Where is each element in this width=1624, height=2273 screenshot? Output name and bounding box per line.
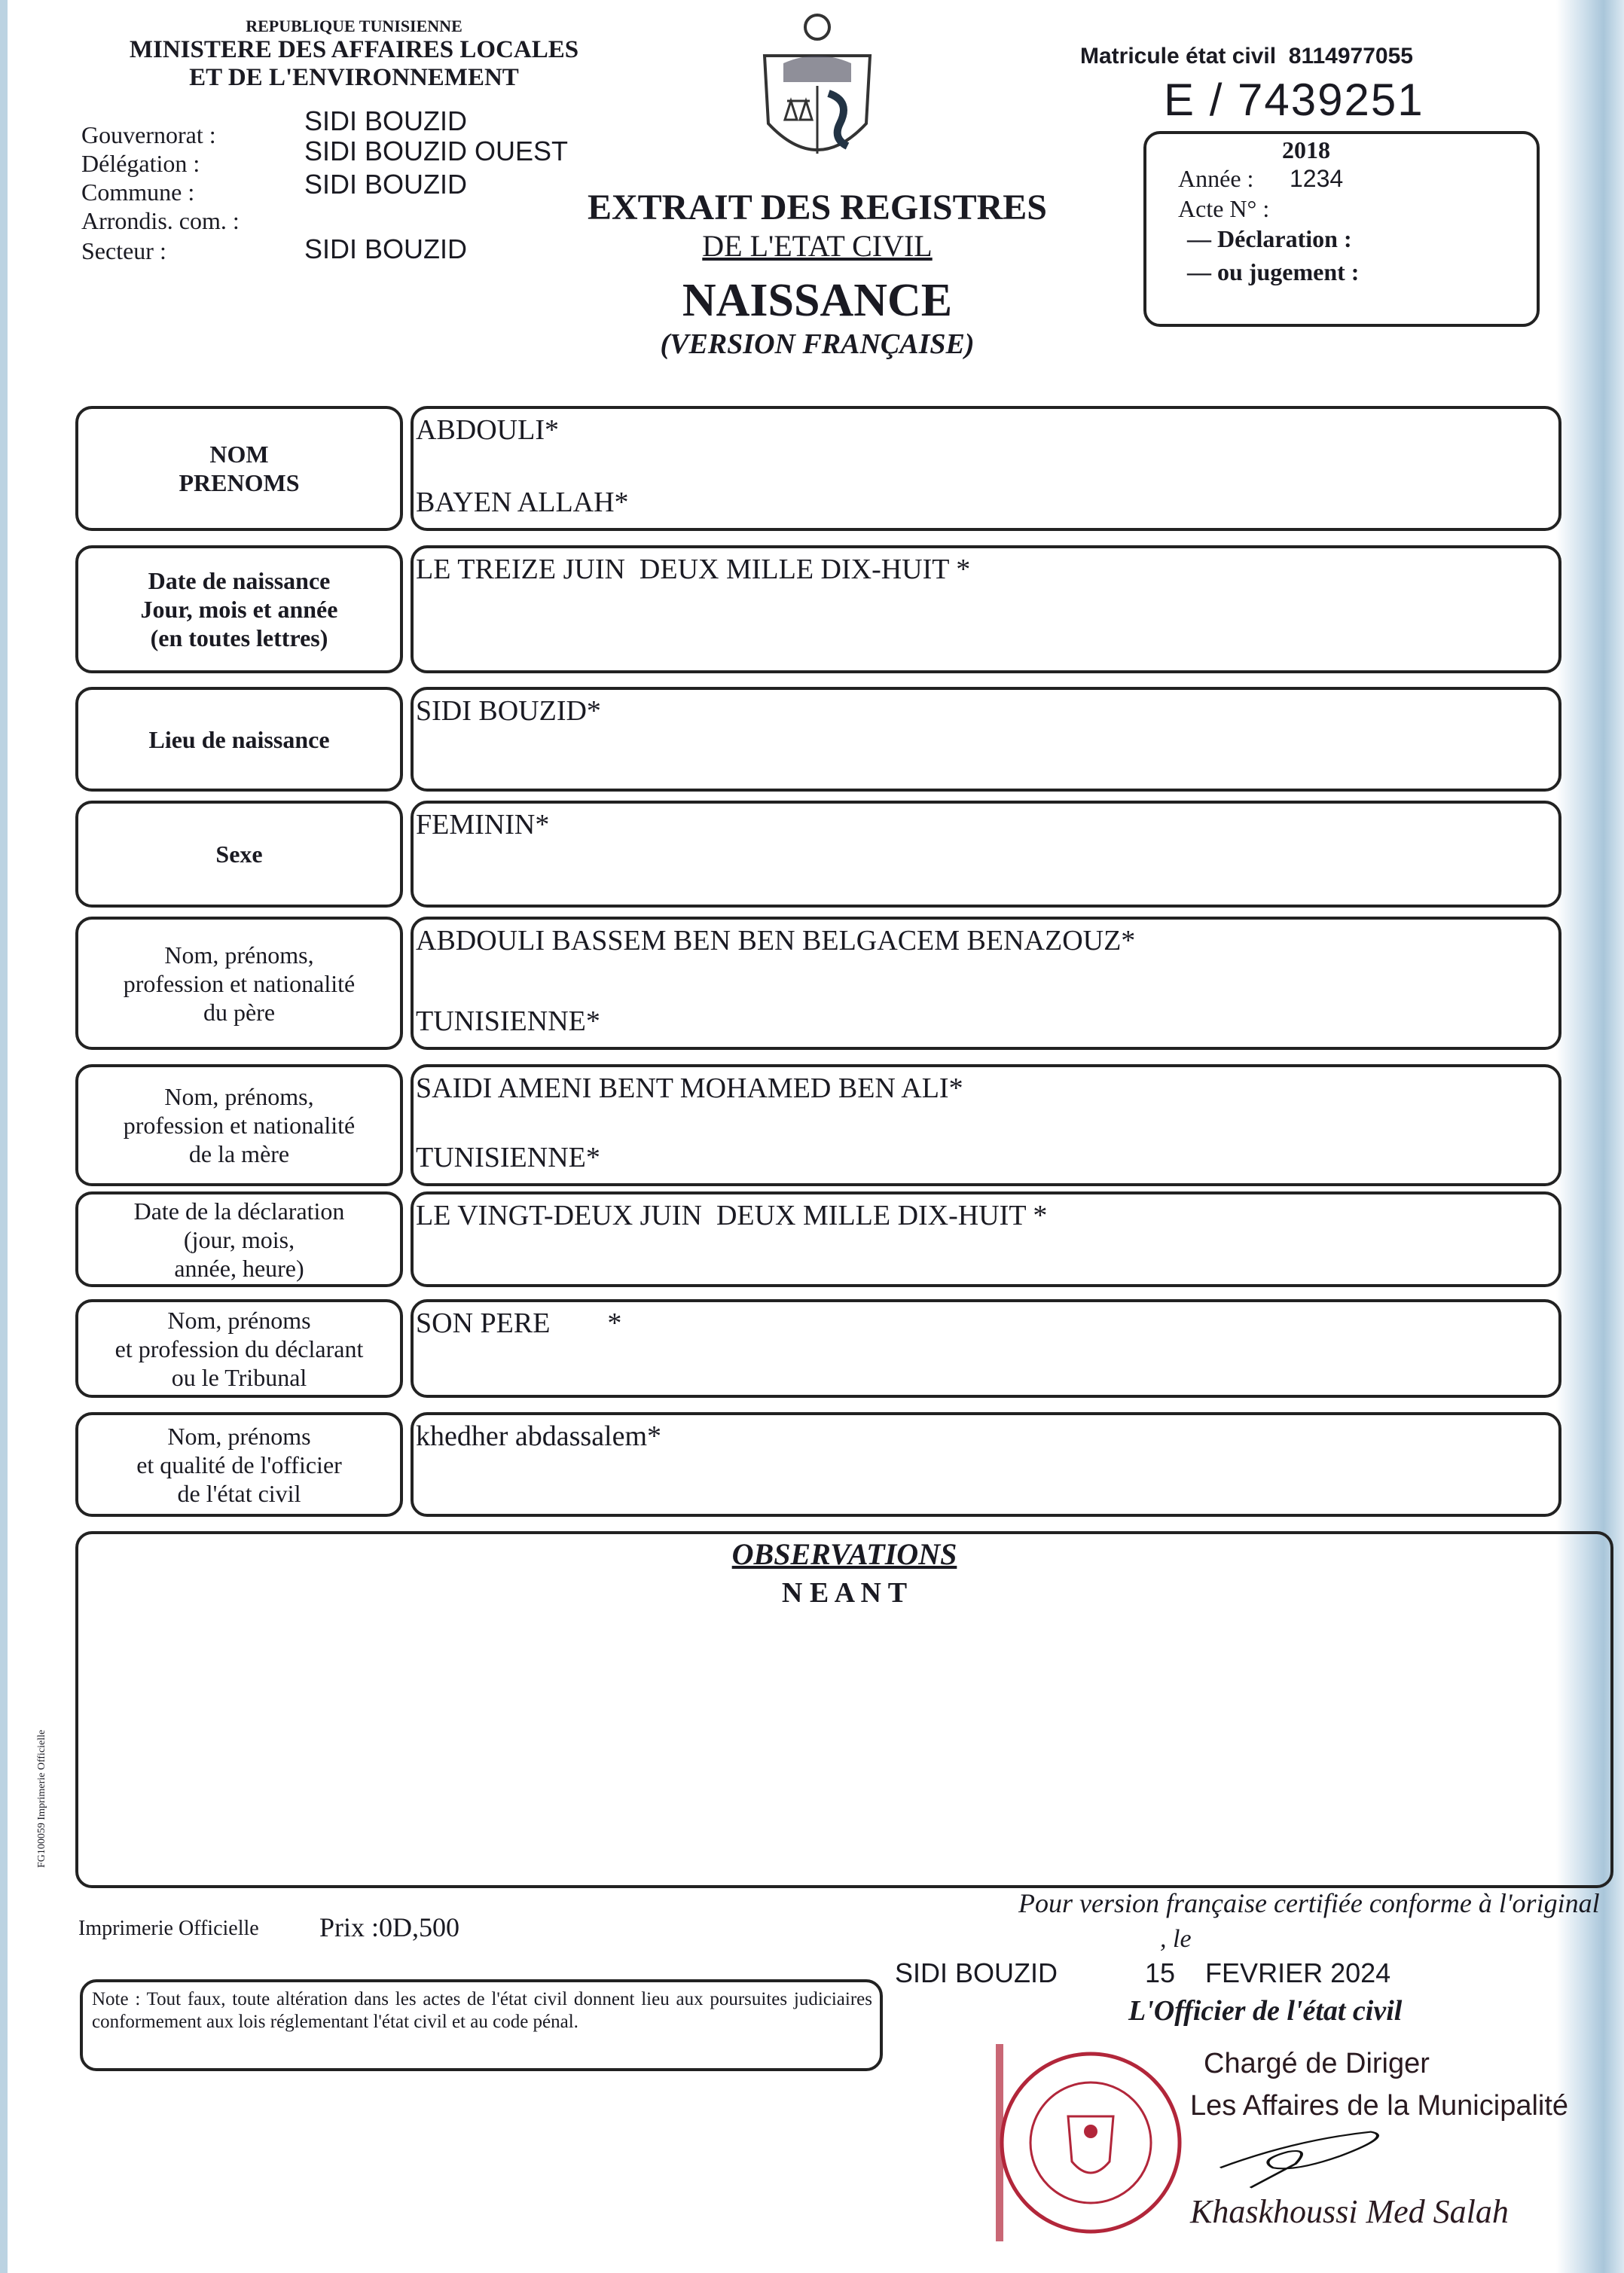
matricule-label: Matricule état civil [1080,44,1277,69]
acte-value: 1234 [1290,165,1344,192]
row-label-line: Nom, prénoms, [164,941,314,969]
observations-value: N E A N T [781,1577,908,1609]
title-naissance: NAISSANCE [682,275,953,326]
title-line1: EXTRAIT DES REGISTRES [587,188,1047,227]
row-value-text: BAYEN ALLAH* [416,487,629,518]
field-value: SIDI BOUZID [304,105,468,136]
ministry-header [83,17,625,92]
price: Prix :0D,500 [319,1912,460,1942]
row-label-line: Date de la déclaration [133,1197,345,1225]
issue-place: SIDI BOUZID [895,1957,1058,1988]
row-value-text: FEMININ* [416,809,550,841]
row-value-text: SON PERE * [416,1307,622,1339]
observations-title: OBSERVATIONS [731,1537,957,1571]
field-label: Secteur : [81,237,166,264]
row-label-line: Nom, prénoms [167,1306,311,1334]
row-label-line: NOM [209,441,269,468]
row-label-line: et profession du déclarant [114,1335,364,1362]
row-label-box [75,801,403,908]
field-label: Gouvernorat : [81,121,216,148]
row-label-box [75,1064,403,1186]
row-label-box [75,1191,403,1287]
ministry-line2: ET DE L'ENVIRONNEMENT [189,64,519,91]
row-value-text: SIDI BOUZID* [416,695,601,727]
row-value-text: khedher abdassalem* [416,1420,662,1452]
field-label: Arrondis. com. : [81,207,240,234]
side-print: FG100059 Imprimerie Officielle [36,1729,47,1868]
row-label-line: de l'état civil [177,1479,301,1507]
row-label-line: Sexe [215,841,263,868]
issue-date: 15 FEVRIER 2024 [1145,1957,1391,1988]
row-value-text: TUNISIENNE* [416,1142,600,1173]
row-value-text: SAIDI AMENI BENT MOHAMED BEN ALI* [416,1072,963,1104]
printer-name: Imprimerie Officielle [78,1917,259,1940]
stamp-line2: Les Affaires de la Municipalité [1190,2090,1569,2122]
row-label-line: Date de naissance [148,567,331,594]
stamp-name: Khaskhoussi Med Salah [1190,2193,1509,2230]
row-value-text: LE TREIZE JUIN DEUX MILLE DIX-HUIT * [416,554,971,585]
jugement-label: — ou jugement : [1187,258,1360,285]
row-label-line: Jour, mois et année [140,596,338,623]
row-label-line: profession et nationalité [123,969,356,997]
annee-value: 2018 [1282,136,1330,163]
row-label-line: (jour, mois, [183,1225,295,1253]
row-label-line: et qualité de l'officier [136,1451,342,1478]
row-label-line: Nom, prénoms, [164,1083,314,1110]
field-label: Commune : [81,178,195,206]
ministry-line1: MINISTERE DES AFFAIRES LOCALES [129,36,579,63]
officer-title: L'Officier de l'état civil [1128,1995,1403,2027]
title-version: (VERSION FRANÇAISE) [660,328,975,360]
field-value: SIDI BOUZID OUEST [304,136,569,166]
row-label-box [75,917,403,1050]
row-label-line: PRENOMS [179,469,300,496]
row-value-text: ABDOULI BASSEM BEN BEN BELGACEM BENAZOUZ* [416,925,1136,956]
row-value-text: LE VINGT-DEUX JUIN DEUX MILLE DIX-HUIT * [416,1200,1048,1231]
observations-box [75,1531,1613,1888]
paper-edge [1556,0,1624,2273]
row-value-box [411,801,1561,908]
row-label-box [75,406,403,531]
stamp-line1: Chargé de Diriger [1204,2048,1430,2079]
declaration-label: — Déclaration : [1187,225,1352,252]
signature-icon [1205,2124,1401,2192]
certification-text: Pour version française certifiée conforme à l'original [1018,1888,1600,1918]
paper-edge-left [0,0,8,2273]
row-label-box [75,687,403,792]
matricule-value: 8114977055 [1288,44,1413,69]
row-label-line: profession et nationalité [123,1112,356,1139]
row-label-box [75,1412,403,1517]
row-value-text: ABDOULI* [416,414,559,446]
le-text: , le [1160,1925,1192,1953]
matricule [1080,44,1413,69]
coat-of-arms-icon [753,11,881,176]
serial-number: E / 7439251 [1164,75,1424,125]
row-label-line: Nom, prénoms [167,1422,311,1450]
field-label: Délégation : [81,150,200,177]
republic-text: REPUBLIQUE TUNISIENNE [246,17,462,35]
row-label-line: du père [203,998,276,1026]
row-label-box [75,1299,403,1398]
acte-label: Acte N° : [1178,195,1270,222]
row-label-line: (en toutes lettres) [150,624,328,651]
document-title [542,187,1092,361]
row-value-text: TUNISIENNE* [416,1005,600,1037]
row-label-line: de la mère [188,1140,290,1167]
title-line2: DE L'ETAT CIVIL [702,229,933,263]
row-label-box [75,545,403,673]
field-value: SIDI BOUZID [304,169,468,200]
annee-label: Année : [1178,165,1254,192]
legal-note: Note : Tout faux, toute altération dans les actes de l'état civil donnent lieu aux poursuites judiciaires conformement aux lois réglementant l'état civil et au code pénal. [80,1979,883,2071]
row-label-line: ou le Tribunal [171,1363,307,1391]
official-seal-icon [993,2041,1189,2244]
field-value: SIDI BOUZID [304,233,468,264]
acte-box [1143,131,1540,327]
row-label-line: Lieu de naissance [148,725,330,753]
row-label-line: année, heure) [174,1254,304,1282]
